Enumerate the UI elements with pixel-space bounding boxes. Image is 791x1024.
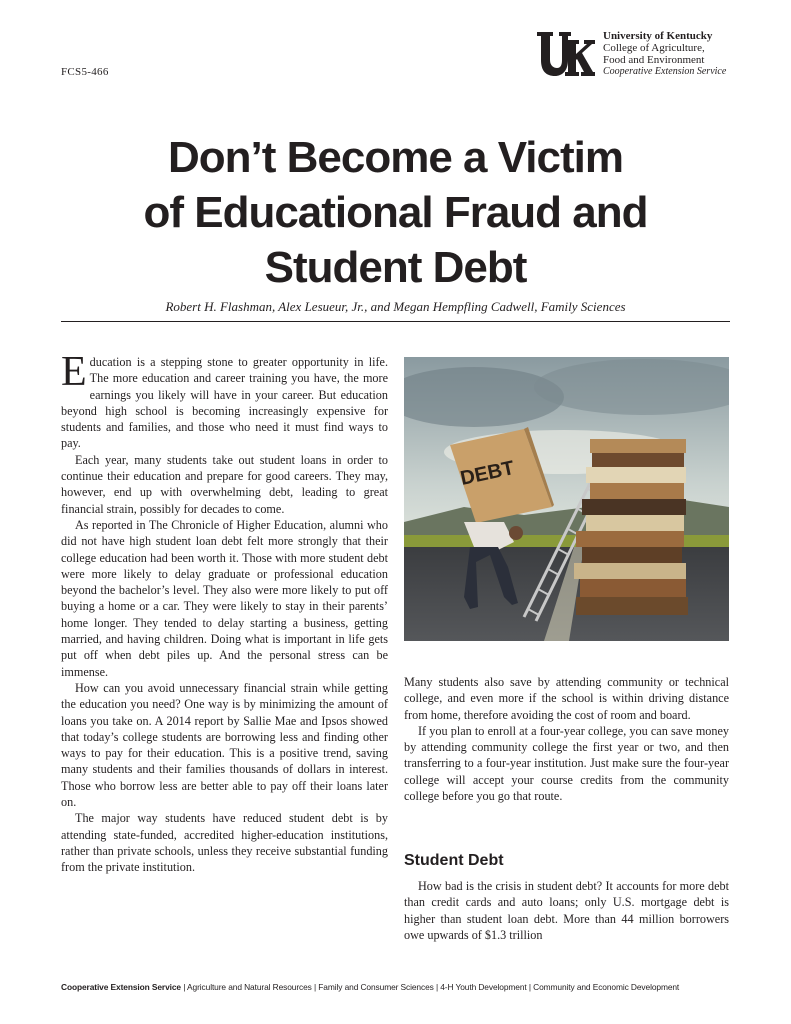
body-paragraph: The major way students have reduced student debt is by attending state-funded, accredited higher-education institutions, rather than private schools, unless they receive substantial funding from the private institution. [61, 811, 388, 875]
footer-programs: | Agriculture and Natural Resources | Family and Consumer Sciences | 4-H Youth Development | Community and Economic Development [180, 982, 680, 992]
extension-service: Cooperative Extension Service [603, 66, 727, 77]
body-paragraph: Many students also save by attending community or technical college, and even more if the school is within driving distance from home, therefore avoiding the cost of room and board. [404, 675, 729, 722]
debt-photo [404, 357, 729, 641]
intro-text: ducation is a stepping stone to greater opportunity in life. The more education and career training you have, the more earnings you likely will have in your career. But education beyond high school is becoming increasingly expensive for students and families, and those who need it must find ways to pay. [61, 355, 388, 451]
section-heading: Student Debt [404, 852, 504, 869]
body-paragraph: Each year, many students take out student loans in order to continue their education and prepare for good careers. They may, however, end up with overwhelming debt, leading to great financial strain, possibly for decades to come. [61, 452, 388, 516]
column-left [61, 349, 388, 876]
uk-logo [535, 30, 595, 78]
drop-cap: E [61, 349, 87, 395]
institution-block [603, 30, 726, 78]
body-paragraph: If you plan to enroll at a four-year college, you can save money by attending community college the first year or two, and then transferring to a four-year institution. Just make sure the four-year college will accept your course credits from the community college before you go that route. [404, 723, 729, 804]
publication-number: FCS5-466 [61, 66, 109, 78]
college-line-2: Food and Environment [603, 54, 705, 66]
footer-line [61, 982, 730, 992]
title-line: Don’t Become a Victim [168, 133, 623, 182]
document-title [60, 130, 731, 295]
title-line: Student Debt [264, 243, 527, 292]
footer-lead: Cooperative Extension Service [61, 982, 181, 992]
college-line-1: College of Agriculture, [603, 42, 705, 54]
column-right-bottom [404, 878, 729, 943]
title-line: of Educational Fraud and [143, 188, 648, 237]
body-paragraph: How can you avoid unnecessary financial strain while getting the education you need? One way is by minimizing the amount of loans you take on. A 2014 report by Sallie Mae and Ipsos showed that today’s college students are borrowing less and finding other ways to pay for their education. This is a positive trend, saving many students and their families thousands of dollars in interest. Those who borrow less are better able to pay off their loans later on. [61, 680, 388, 810]
title-divider [61, 321, 730, 322]
box-label: DEBT [458, 457, 517, 490]
body-paragraph: How bad is the crisis in student debt? It accounts for more debt than credit cards and auto loans; only U.S. mortgage debt is higher than student loan debt. More than 44 million borrowers owe upwards of $1.3 trillion [404, 879, 729, 942]
column-right-top [404, 674, 729, 804]
intro-paragraph [61, 349, 388, 452]
body-paragraph: As reported in The Chronicle of Higher Education, alumni who did not have high student loan debt felt more strongly that their college education had been worth it. Those with more student debt were more likely to delay graduate or professional education beyond the bachelor’s level. They also were more likely to put off buying a home or a car. They were likely to stay in their parents’ home longer. They tended to delay starting a business, getting married, and having children. Doing what is important in life gets put off when debt piles up. And the personal stress can be immense. [61, 517, 388, 679]
authors-line: Robert H. Flashman, Alex Lesueur, Jr., and Megan Hempfling Cadwell, Family Sciences [165, 299, 626, 314]
university-name: University of Kentucky [603, 30, 713, 42]
